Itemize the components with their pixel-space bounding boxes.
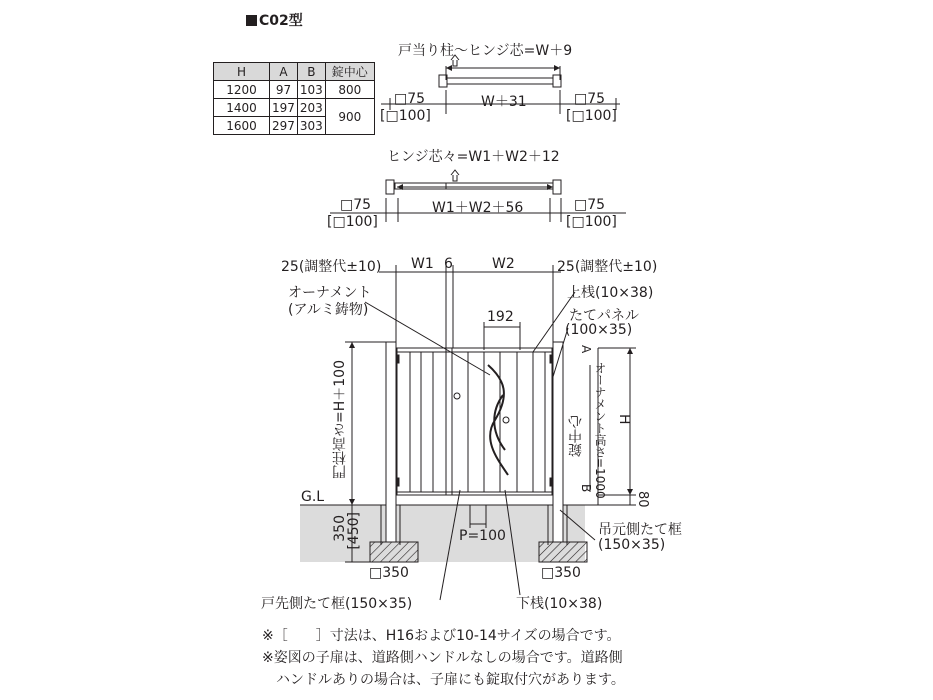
left-post-plan (386, 180, 394, 194)
table-cell: 97 (270, 81, 298, 99)
adjust-left-label: 25(調整代±10) (281, 259, 382, 275)
table-cell: 297 (270, 117, 298, 135)
b-label: B (579, 484, 593, 493)
note-line: ※姿図の子扉は、道路側ハンドルなしの場合です。道路側 (262, 650, 623, 666)
gate-leaf-plan (395, 183, 553, 189)
h-label: H (616, 414, 632, 425)
panel-size-label: (100×35) (565, 322, 633, 338)
depth-alt-label: [450] (346, 512, 362, 550)
table-cell: 800 (325, 81, 374, 99)
header-b: B (297, 63, 325, 81)
note-line: ハンドルありの場合は、子扉にも錠取付穴があります。 (262, 672, 625, 688)
latch-frame-label: 戸先側たて框(150×35) (261, 596, 413, 612)
ornament-label: オーナメント (288, 285, 372, 301)
header-h: H (214, 63, 270, 81)
double-plan-right-post-alt: [□100] (566, 214, 617, 230)
title-text: C02型 (259, 13, 303, 29)
single-plan-left-post: □75 (394, 91, 426, 107)
double-plan-center: W1＋W2＋56 (432, 200, 524, 216)
adjust-right-label: 25(調整代±10) (557, 259, 658, 275)
bottom-rail-label: 下桟(10×38) (516, 596, 603, 612)
single-plan-top-label: 戸当り柱～ヒンジ芯=W＋9 (398, 43, 573, 59)
double-plan-left-post-alt: [□100] (327, 214, 378, 230)
table-cell: 203 (297, 99, 325, 117)
dim-80-label: 80 (635, 491, 650, 508)
gate-leaves (397, 348, 552, 495)
left-foundation-label: □350 (369, 565, 409, 581)
ornament-height-label: オーナメント高さ=1000 (593, 362, 607, 499)
ground-level-label: G.L (301, 489, 325, 505)
table-cell-merged: 900 (325, 99, 374, 135)
single-plan-center: W＋31 (481, 94, 527, 110)
single-plan-right-post-alt: [□100] (566, 108, 617, 124)
single-plan-left-post-alt: [□100] (380, 108, 431, 124)
top-rail-label: 上桟(10×38) (567, 285, 654, 301)
table-cell: 303 (297, 117, 325, 135)
gate-leaf-plan (447, 78, 553, 84)
depth-label: 350 (332, 515, 348, 542)
single-plan-right-post: □75 (574, 91, 606, 107)
header-lock-center: 錠中心 (325, 63, 374, 81)
post-height-label: 門柱高さ=H＋100 (332, 360, 348, 479)
double-plan-top-label: ヒンジ芯々=W1＋W2＋12 (387, 149, 560, 165)
hinge-frame-label: 吊元側たて框 (598, 522, 682, 538)
table-cell: 1200 (214, 81, 270, 99)
notes (262, 625, 625, 691)
gap-label: 6 (444, 256, 453, 272)
w2-label: W2 (492, 256, 515, 272)
w1-label: W1 (411, 256, 434, 272)
table-cell: 103 (297, 81, 325, 99)
hinge-frame-size-label: (150×35) (598, 537, 666, 553)
double-plan-left-post: □75 (340, 197, 372, 213)
right-foundation-label: □350 (541, 565, 581, 581)
direction-arrow-icon (451, 170, 459, 181)
double-plan-right-post: □75 (574, 197, 606, 213)
left-foundation (370, 542, 418, 562)
note-line: ※［ ］寸法は、H16および10-14サイズの場合です。 (262, 628, 621, 644)
dim-192-label: 192 (487, 309, 514, 325)
right-foundation (539, 542, 587, 562)
lock-center-label: 錠中心 (568, 415, 584, 457)
table-cell: 1600 (214, 117, 270, 135)
pitch-label: P=100 (459, 528, 506, 544)
header-a: A (270, 63, 298, 81)
ornament-material-label: (アルミ鋳物) (288, 302, 369, 318)
table-cell: 1400 (214, 99, 270, 117)
a-label: A (579, 345, 593, 354)
panel-label: たてパネル (569, 308, 639, 324)
right-post-plan (553, 180, 561, 194)
left-post (386, 342, 396, 542)
table-cell: 197 (270, 99, 298, 117)
